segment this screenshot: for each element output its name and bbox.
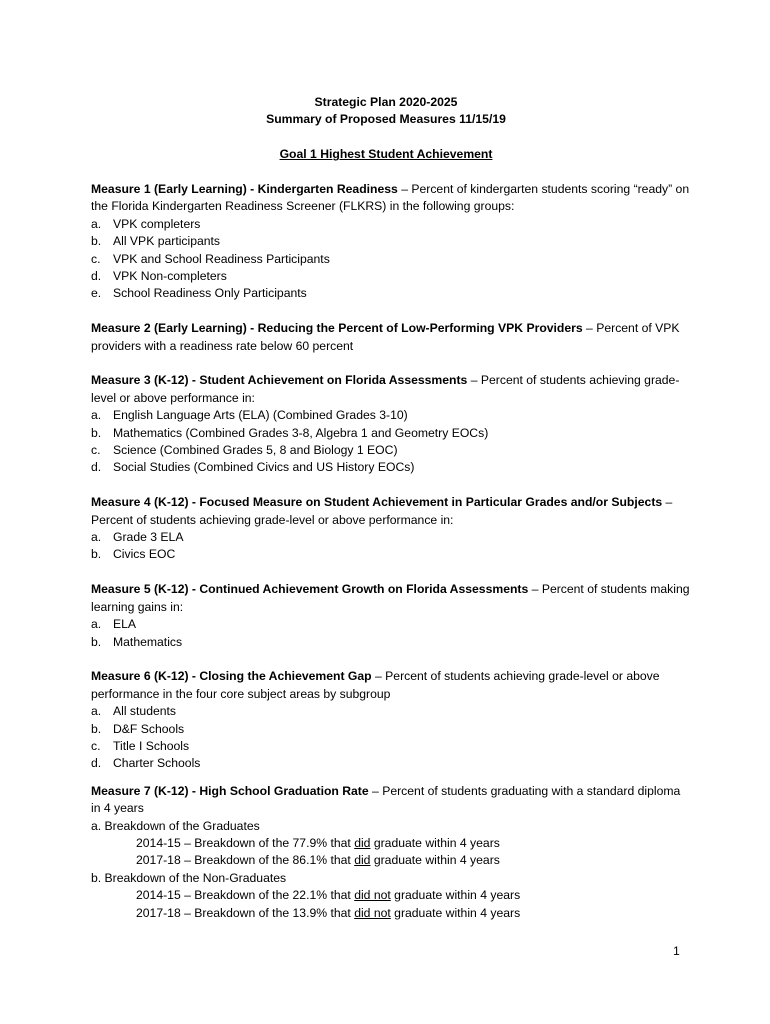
list-item-text: English Language Arts (ELA) (Combined Grades 3-10) — [113, 408, 408, 423]
page-content — [91, 94, 691, 922]
page-number: 1 — [673, 944, 680, 958]
measure-1 — [91, 181, 691, 303]
measure-paragraph — [91, 783, 691, 818]
list-marker: d. — [91, 460, 102, 475]
list-item-text: Mathematics — [113, 634, 183, 649]
measure-7 — [91, 783, 691, 922]
measures-list — [91, 181, 691, 783]
row-text: 2014-15 – Breakdown of the 22.1% that — [136, 888, 355, 903]
measure-2 — [91, 320, 691, 355]
measure-description: – Percent of students achieving grade-level or above performance in: — [91, 495, 673, 527]
list-marker: b. — [91, 425, 102, 440]
list-marker: b. — [91, 634, 102, 649]
row-text: graduate within 4 years — [390, 888, 521, 903]
row-text: 2014-15 – Breakdown of the 77.9% that — [136, 835, 355, 850]
measure-paragraph — [91, 320, 691, 355]
measure-title: Measure 4 (K-12) - Focused Measure on Student Achievement in Particular Grades and/or Subjects — [91, 495, 663, 510]
graduates-row — [91, 835, 691, 852]
list-marker: a. — [91, 216, 102, 231]
measure-description: – Percent of kindergarten students scoring “ready” on the Florida Kindergarten Readiness Screener (FLKRS) in the following groups: — [91, 182, 690, 214]
row-emphasis: did — [354, 835, 371, 850]
measure-paragraph — [91, 581, 691, 616]
non-graduates-row — [91, 887, 691, 904]
measure-title: Measure 3 (K-12) - Student Achievement on Florida Assessments — [91, 373, 468, 388]
measure-title: Measure 5 (K-12) - Continued Achievement Growth on Florida Assessments — [91, 582, 529, 597]
measure-title: Measure 2 (Early Learning) - Reducing the Percent of Low-Performing VPK Providers — [91, 321, 583, 336]
non-graduates-row — [91, 905, 691, 922]
list-item — [91, 703, 691, 720]
list-item-text: Grade 3 ELA — [113, 530, 184, 545]
row-text: graduate within 4 years — [390, 905, 521, 920]
list-item-text: Civics EOC — [113, 547, 176, 562]
list-item — [91, 216, 691, 233]
measure-sublist — [91, 216, 691, 303]
row-emphasis: did not — [354, 888, 391, 903]
list-item-text: VPK Non-completers — [113, 269, 227, 284]
graduates-heading: a. Breakdown of the Graduates — [91, 818, 260, 833]
list-marker: e. — [91, 286, 102, 301]
row-text: graduate within 4 years — [370, 853, 500, 868]
list-item — [91, 529, 691, 546]
list-marker: c. — [91, 443, 101, 458]
list-item — [91, 755, 691, 772]
list-item — [91, 616, 691, 633]
row-text: 2017-18 – Breakdown of the 86.1% that — [136, 853, 355, 868]
list-marker: d. — [91, 269, 102, 284]
list-item — [91, 546, 691, 563]
goal-heading: Goal 1 Highest Student Achievement — [279, 147, 493, 162]
list-marker: a. — [91, 617, 102, 632]
measure-sublist — [91, 616, 691, 651]
non-graduates-heading: b. Breakdown of the Non-Graduates — [91, 870, 287, 885]
row-text: 2017-18 – Breakdown of the 13.9% that — [136, 905, 355, 920]
list-marker: a. — [91, 530, 102, 545]
list-item — [91, 233, 691, 250]
list-marker: b. — [91, 721, 102, 736]
list-item-text: School Readiness Only Participants — [113, 286, 307, 301]
plan-subtitle: Summary of Proposed Measures 11/15/19 — [266, 112, 506, 127]
list-item — [91, 268, 691, 285]
measure-paragraph — [91, 494, 691, 529]
measure-description: – Percent of VPK providers with a readiness rate below 60 percent — [91, 321, 680, 353]
list-marker: a. — [91, 704, 102, 719]
list-marker: b. — [91, 234, 102, 249]
list-item-text: Mathematics (Combined Grades 3-8, Algebra 1 and Geometry EOCs) — [113, 425, 489, 440]
list-item-text: D&F Schools — [113, 721, 185, 736]
measure-description: – Percent of students making learning gains in: — [91, 582, 690, 614]
row-emphasis: did not — [354, 905, 391, 920]
measure-paragraph — [91, 372, 691, 407]
measure-description: – Percent of students achieving grade-level or above performance in: — [91, 373, 680, 405]
measure-4 — [91, 494, 691, 564]
list-marker: b. — [91, 547, 102, 562]
list-item-text: Social Studies (Combined Civics and US History EOCs) — [113, 460, 415, 475]
list-marker: d. — [91, 756, 102, 771]
list-item — [91, 407, 691, 424]
list-item — [91, 442, 691, 459]
list-marker: c. — [91, 251, 101, 266]
list-item-text: VPK and School Readiness Participants — [113, 251, 330, 266]
measure-5 — [91, 581, 691, 651]
list-item-text: All students — [113, 704, 177, 719]
list-item — [91, 721, 691, 738]
list-marker: a. — [91, 408, 102, 423]
list-item — [91, 425, 691, 442]
row-emphasis: did — [354, 853, 371, 868]
list-item-text: VPK completers — [113, 216, 201, 231]
list-item-text: Title I Schools — [113, 738, 190, 753]
measure-title: Measure 7 (K-12) - High School Graduation Rate — [91, 783, 369, 798]
measure-paragraph — [91, 668, 691, 703]
list-item — [91, 285, 691, 302]
graduates-row — [91, 852, 691, 869]
measure-title: Measure 1 (Early Learning) - Kindergarten Readiness — [91, 182, 398, 196]
row-text: graduate within 4 years — [370, 835, 500, 850]
measure-paragraph — [91, 181, 691, 216]
plan-title: Strategic Plan 2020-2025 — [314, 95, 458, 109]
list-item — [91, 634, 691, 651]
measure-sublist — [91, 407, 691, 477]
list-item-text: All VPK participants — [113, 234, 221, 249]
list-item-text: Charter Schools — [113, 756, 201, 771]
list-item-text: ELA — [113, 617, 137, 632]
measure-sublist — [91, 703, 691, 773]
list-item — [91, 251, 691, 268]
measure-description: – Percent of students achieving grade-level or above performance in the four core subject areas by subgroup — [91, 669, 660, 701]
measure-sublist — [91, 529, 691, 564]
list-item — [91, 459, 691, 476]
measure-description: – Percent of students graduating with a standard diploma in 4 years — [91, 783, 681, 816]
measure-title: Measure 6 (K-12) - Closing the Achievement Gap — [91, 669, 372, 684]
measure-6 — [91, 668, 691, 772]
list-item-text: Science (Combined Grades 5, 8 and Biology 1 EOC) — [113, 443, 398, 458]
measure-3 — [91, 372, 691, 476]
list-item — [91, 738, 691, 755]
list-marker: c. — [91, 738, 101, 753]
